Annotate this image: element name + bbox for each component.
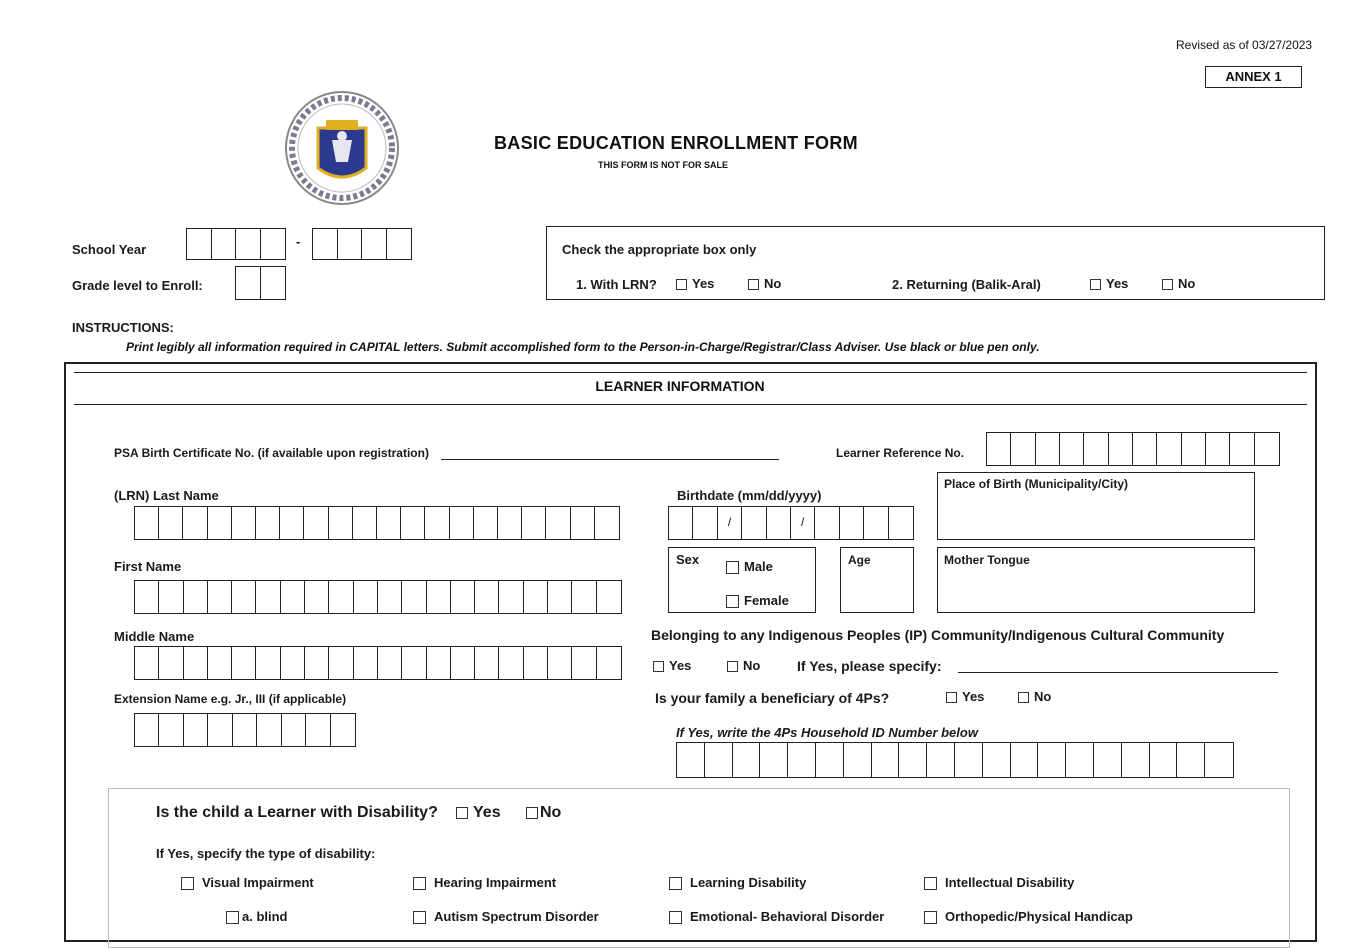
checkbox-icon[interactable] bbox=[413, 911, 426, 924]
checkbox-icon[interactable] bbox=[676, 279, 687, 290]
checkbox-icon[interactable] bbox=[669, 911, 682, 924]
disability-yes[interactable]: Yes bbox=[456, 804, 501, 822]
annex-label: ANNEX 1 bbox=[1205, 66, 1302, 88]
lrn-label: Learner Reference No. bbox=[836, 446, 965, 460]
form-title: BASIC EDUCATION ENROLLMENT FORM bbox=[494, 133, 858, 153]
checkbox-icon[interactable] bbox=[1090, 279, 1101, 290]
ip-question: Belonging to any Indigenous Peoples (IP) Community/Indigenous Cultural Community bbox=[651, 627, 1225, 643]
disability-blind[interactable]: a. blind bbox=[226, 909, 288, 924]
disability-orthopedic[interactable]: Orthopedic/Physical Handicap bbox=[924, 909, 1133, 924]
fourps-id-label: If Yes, write the 4Ps Household ID Number below bbox=[676, 725, 978, 740]
ip-yes[interactable]: Yes bbox=[653, 658, 691, 673]
checkbox-icon[interactable] bbox=[748, 279, 759, 290]
sex-female[interactable]: Female bbox=[726, 593, 789, 608]
with-lrn-no[interactable]: No bbox=[748, 276, 781, 291]
ip-specify-line[interactable] bbox=[958, 672, 1278, 673]
first-name-label: First Name bbox=[114, 559, 182, 574]
psa-label: PSA Birth Certificate No. (if available upon registration) bbox=[114, 446, 429, 460]
fourps-id-boxes[interactable] bbox=[676, 742, 1234, 778]
psa-input-line[interactable] bbox=[441, 459, 779, 460]
returning-no[interactable]: No bbox=[1162, 276, 1195, 291]
middle-name-boxes[interactable] bbox=[134, 646, 622, 680]
place-of-birth-label: Place of Birth (Municipality/City) bbox=[944, 477, 1129, 491]
school-year-dash: - bbox=[296, 234, 301, 249]
checkbox-icon[interactable] bbox=[924, 877, 937, 890]
check-panel-title: Check the appropriate box only bbox=[562, 242, 757, 257]
instructions-text: Print legibly all information required in CAPITAL letters. Submit accomplished form to the Person-in-Charge/Registrar/Class Adviser. Use black or blue pen only. bbox=[126, 340, 1040, 354]
divider bbox=[74, 372, 1307, 373]
ip-no[interactable]: No bbox=[727, 658, 760, 673]
instructions-title: INSTRUCTIONS: bbox=[72, 320, 174, 335]
disability-autism[interactable]: Autism Spectrum Disorder bbox=[413, 909, 599, 924]
fourps-question: Is your family a beneficiary of 4Ps? bbox=[655, 690, 890, 706]
checkbox-icon[interactable] bbox=[653, 661, 664, 672]
returning-yes[interactable]: Yes bbox=[1090, 276, 1128, 291]
checkbox-icon[interactable] bbox=[669, 877, 682, 890]
checkbox-icon[interactable] bbox=[924, 911, 937, 924]
divider bbox=[74, 404, 1307, 405]
first-name-boxes[interactable] bbox=[134, 580, 622, 614]
with-lrn-label: 1. With LRN? bbox=[576, 277, 657, 292]
checkbox-icon[interactable] bbox=[181, 877, 194, 890]
ip-specify-label: If Yes, please specify: bbox=[797, 658, 942, 674]
checkbox-icon[interactable] bbox=[226, 911, 239, 924]
checkbox-icon[interactable] bbox=[727, 661, 738, 672]
disability-no[interactable]: No bbox=[526, 804, 561, 822]
extension-boxes[interactable] bbox=[134, 713, 356, 747]
checkbox-icon[interactable] bbox=[726, 561, 739, 574]
extension-label: Extension Name e.g. Jr., III (if applicable) bbox=[114, 692, 347, 706]
disability-question: Is the child a Learner with Disability? bbox=[156, 804, 438, 821]
returning-label: 2. Returning (Balik-Aral) bbox=[892, 277, 1041, 292]
sex-label: Sex bbox=[676, 552, 700, 567]
last-name-label: (LRN) Last Name bbox=[114, 488, 219, 503]
checkbox-icon[interactable] bbox=[946, 692, 957, 703]
deped-seal-icon bbox=[280, 90, 404, 208]
sex-male[interactable]: Male bbox=[726, 559, 773, 574]
fourps-no[interactable]: No bbox=[1018, 689, 1051, 704]
checkbox-icon[interactable] bbox=[526, 807, 538, 819]
mother-tongue-label: Mother Tongue bbox=[944, 553, 1030, 567]
lrn-boxes[interactable] bbox=[986, 432, 1280, 466]
birthdate-label: Birthdate (mm/dd/yyyy) bbox=[677, 488, 822, 503]
middle-name-label: Middle Name bbox=[114, 629, 195, 644]
disability-visual[interactable]: Visual Impairment bbox=[181, 875, 314, 890]
revised-date: Revised as of 03/27/2023 bbox=[1176, 38, 1313, 52]
checkbox-icon[interactable] bbox=[726, 595, 739, 608]
date-separator: / bbox=[727, 515, 732, 529]
checkbox-icon[interactable] bbox=[413, 877, 426, 890]
checkbox-icon[interactable] bbox=[1018, 692, 1029, 703]
school-year-label: School Year bbox=[72, 242, 147, 257]
last-name-boxes[interactable] bbox=[134, 506, 620, 540]
disability-intellectual[interactable]: Intellectual Disability bbox=[924, 875, 1074, 890]
disability-emotional[interactable]: Emotional- Behavioral Disorder bbox=[669, 909, 884, 924]
fourps-yes[interactable]: Yes bbox=[946, 689, 984, 704]
disability-hearing[interactable]: Hearing Impairment bbox=[413, 875, 556, 890]
school-year-end-boxes[interactable] bbox=[312, 228, 412, 260]
form-subtitle: THIS FORM IS NOT FOR SALE bbox=[598, 160, 728, 170]
birthdate-boxes[interactable] bbox=[668, 506, 914, 540]
checkbox-icon[interactable] bbox=[1162, 279, 1173, 290]
grade-level-boxes[interactable] bbox=[235, 266, 286, 300]
date-separator: / bbox=[801, 515, 805, 529]
disability-learning[interactable]: Learning Disability bbox=[669, 875, 806, 890]
school-year-start-boxes[interactable] bbox=[186, 228, 286, 260]
disability-specify-label: If Yes, specify the type of disability: bbox=[156, 846, 376, 861]
with-lrn-yes[interactable]: Yes bbox=[676, 276, 714, 291]
grade-level-label: Grade level to Enroll: bbox=[72, 278, 203, 293]
checkbox-icon[interactable] bbox=[456, 807, 468, 819]
age-label: Age bbox=[848, 553, 871, 567]
learner-section-title: LEARNER INFORMATION bbox=[595, 378, 765, 394]
